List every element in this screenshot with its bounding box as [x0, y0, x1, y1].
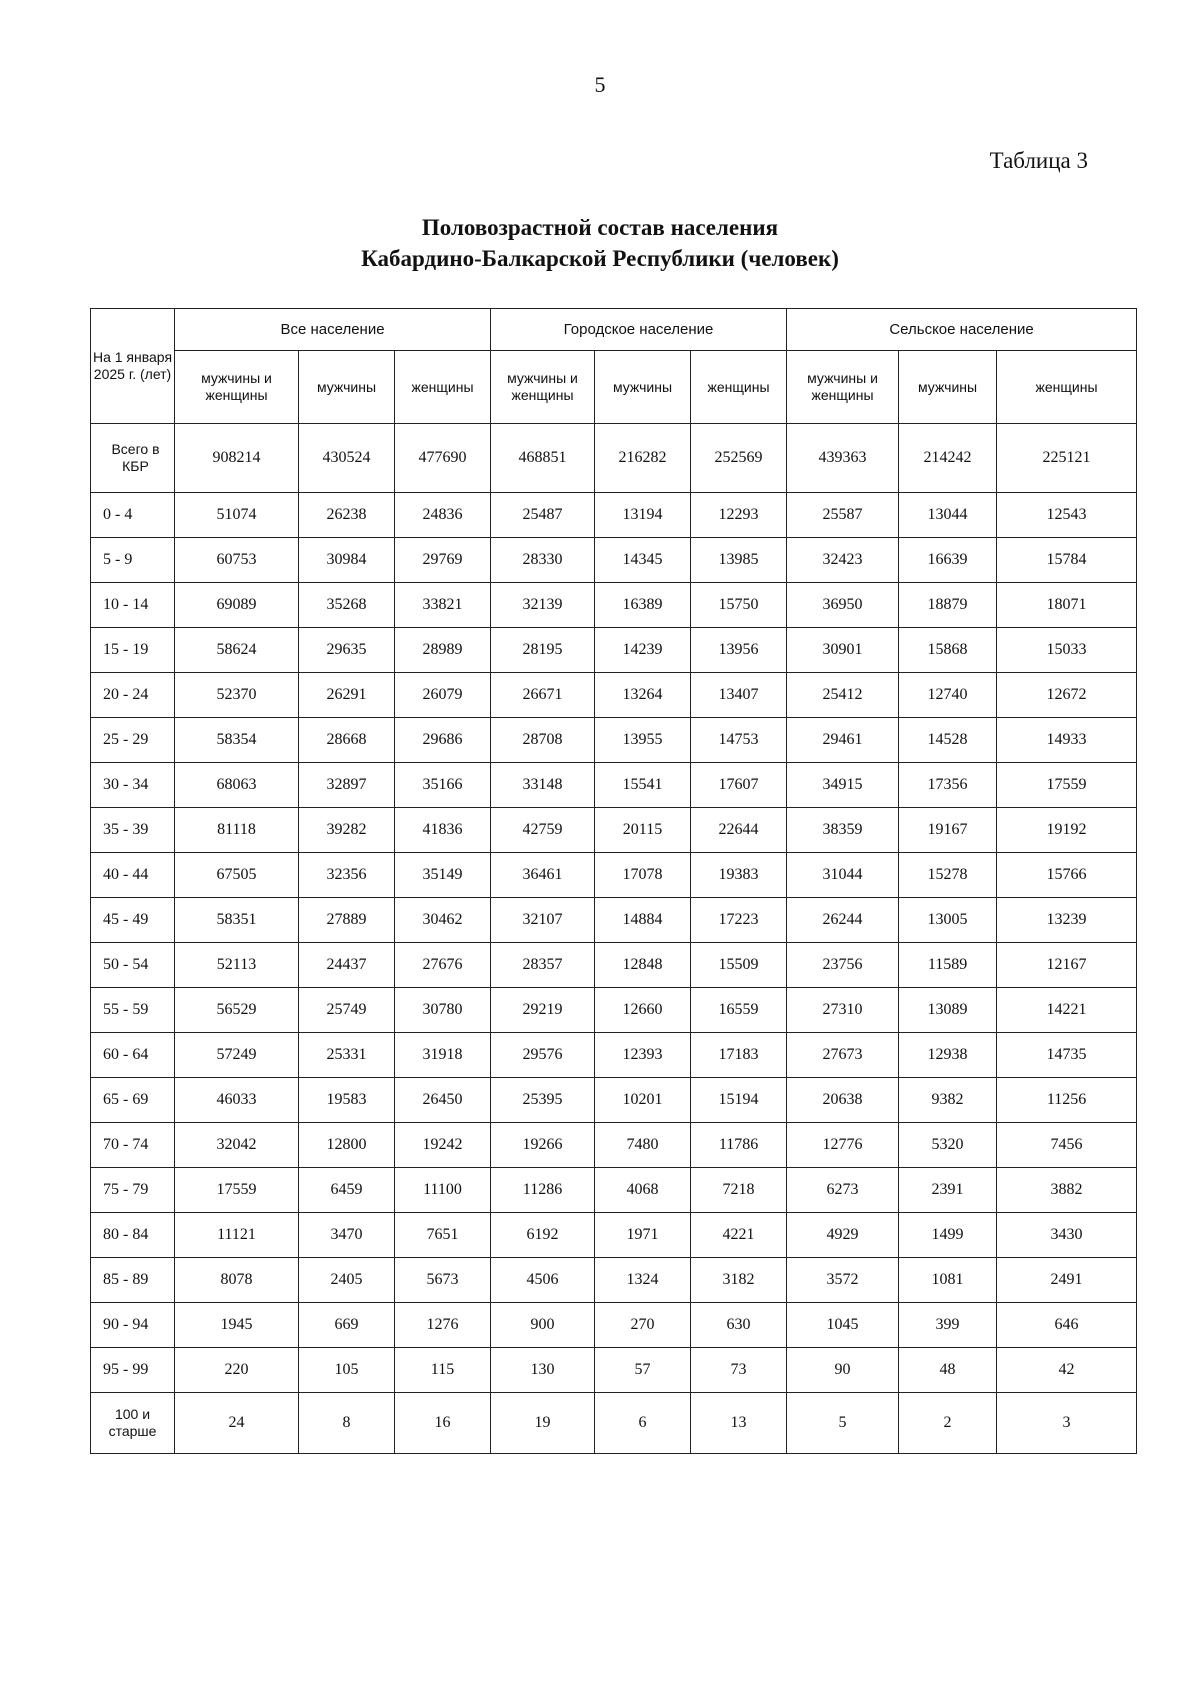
table-cell: 270 [595, 1303, 691, 1348]
table-cell: 11121 [175, 1213, 299, 1258]
table-cell: 13 [691, 1393, 787, 1454]
table-cell: 28330 [491, 538, 595, 583]
table-cell: 13044 [899, 493, 997, 538]
table-cell: 468851 [491, 424, 595, 493]
table-row [91, 718, 1137, 763]
table-cell: 3572 [787, 1258, 899, 1303]
table-cell: 26671 [491, 673, 595, 718]
table-row [91, 763, 1137, 808]
age-group-cell: 90 - 94 [91, 1303, 175, 1348]
table-cell: 16559 [691, 988, 787, 1033]
table-cell: 7480 [595, 1123, 691, 1168]
table-row [91, 898, 1137, 943]
table-cell: 900 [491, 1303, 595, 1348]
table-cell: 35166 [395, 763, 491, 808]
subheader-all-women: женщины [395, 351, 491, 424]
table-cell: 4068 [595, 1168, 691, 1213]
subheader-all-men: мужчины [299, 351, 395, 424]
table-cell: 646 [997, 1303, 1137, 1348]
table-cell: 6192 [491, 1213, 595, 1258]
table-cell: 36461 [491, 853, 595, 898]
table-cell: 11256 [997, 1078, 1137, 1123]
table-cell: 15541 [595, 763, 691, 808]
table-cell: 8 [299, 1393, 395, 1454]
table-cell: 19 [491, 1393, 595, 1454]
table-cell: 42759 [491, 808, 595, 853]
total-label: Всего в КБР [91, 424, 175, 493]
table-cell: 17356 [899, 763, 997, 808]
table-cell: 13194 [595, 493, 691, 538]
table-cell: 25587 [787, 493, 899, 538]
table-cell: 4929 [787, 1213, 899, 1258]
table-cell: 56529 [175, 988, 299, 1033]
subheader-urban-total: мужчины и женщины [491, 351, 595, 424]
table-cell: 5 [787, 1393, 899, 1454]
table-cell: 1276 [395, 1303, 491, 1348]
table-cell: 33821 [395, 583, 491, 628]
table-row [91, 1393, 1137, 1454]
table-row [91, 628, 1137, 673]
table-cell: 36950 [787, 583, 899, 628]
table-cell: 115 [395, 1348, 491, 1393]
table-cell: 14528 [899, 718, 997, 763]
table-cell: 19167 [899, 808, 997, 853]
table-row [91, 1348, 1137, 1393]
table-cell: 17183 [691, 1033, 787, 1078]
table-cell: 1324 [595, 1258, 691, 1303]
table-cell: 31044 [787, 853, 899, 898]
table-row [91, 1303, 1137, 1348]
group-header-urban: Городское население [491, 309, 787, 351]
table-cell: 12938 [899, 1033, 997, 1078]
table-cell: 90 [787, 1348, 899, 1393]
table-cell: 38359 [787, 808, 899, 853]
subheader-urban-women: женщины [691, 351, 787, 424]
table-cell: 12740 [899, 673, 997, 718]
table-cell: 214242 [899, 424, 997, 493]
table-cell: 46033 [175, 1078, 299, 1123]
table-cell: 14884 [595, 898, 691, 943]
table-cell: 32897 [299, 763, 395, 808]
table-row [91, 1123, 1137, 1168]
table-cell: 15278 [899, 853, 997, 898]
table-cell: 20115 [595, 808, 691, 853]
age-group-cell: 5 - 9 [91, 538, 175, 583]
table-cell: 1045 [787, 1303, 899, 1348]
table-cell: 26079 [395, 673, 491, 718]
table-cell: 48 [899, 1348, 997, 1393]
table-cell: 13005 [899, 898, 997, 943]
table-cell: 25749 [299, 988, 395, 1033]
table-cell: 12660 [595, 988, 691, 1033]
age-group-cell: 70 - 74 [91, 1123, 175, 1168]
subheader-urban-men: мужчины [595, 351, 691, 424]
table-cell: 252569 [691, 424, 787, 493]
table-cell: 24 [175, 1393, 299, 1454]
table-cell: 25331 [299, 1033, 395, 1078]
subheader-rural-men: мужчины [899, 351, 997, 424]
table-cell: 28668 [299, 718, 395, 763]
table-cell: 67505 [175, 853, 299, 898]
table-cell: 60753 [175, 538, 299, 583]
age-group-cell: 80 - 84 [91, 1213, 175, 1258]
table-cell: 2405 [299, 1258, 395, 1303]
table-cell: 35268 [299, 583, 395, 628]
table-cell: 7218 [691, 1168, 787, 1213]
table-cell: 14753 [691, 718, 787, 763]
table-cell: 30984 [299, 538, 395, 583]
table-cell: 30780 [395, 988, 491, 1033]
table-cell: 28357 [491, 943, 595, 988]
table-cell: 58351 [175, 898, 299, 943]
table-cell: 5320 [899, 1123, 997, 1168]
table-cell: 13239 [997, 898, 1137, 943]
table-cell: 12293 [691, 493, 787, 538]
table-cell: 32042 [175, 1123, 299, 1168]
table-cell: 42 [997, 1348, 1137, 1393]
table-cell: 16 [395, 1393, 491, 1454]
table-cell: 15766 [997, 853, 1137, 898]
age-group-cell: 60 - 64 [91, 1033, 175, 1078]
age-group-cell: 0 - 4 [91, 493, 175, 538]
table-cell: 15194 [691, 1078, 787, 1123]
table-cell: 12800 [299, 1123, 395, 1168]
table-cell: 29769 [395, 538, 491, 583]
table-cell: 6273 [787, 1168, 899, 1213]
title-line-2: Кабардино-Балкарской Республики (человек) [361, 246, 839, 271]
table-cell: 73 [691, 1348, 787, 1393]
age-group-cell: 75 - 79 [91, 1168, 175, 1213]
table-cell: 7456 [997, 1123, 1137, 1168]
table-row [91, 853, 1137, 898]
table-cell: 24437 [299, 943, 395, 988]
table-cell: 1971 [595, 1213, 691, 1258]
table-cell: 12393 [595, 1033, 691, 1078]
table-cell: 30462 [395, 898, 491, 943]
table-title [0, 212, 1200, 274]
table-cell: 27310 [787, 988, 899, 1033]
table-cell: 14221 [997, 988, 1137, 1033]
subheader-rural-women: женщины [997, 351, 1137, 424]
table-cell: 17078 [595, 853, 691, 898]
table-cell: 25395 [491, 1078, 595, 1123]
table-cell: 51074 [175, 493, 299, 538]
table-cell: 17223 [691, 898, 787, 943]
table-cell: 15868 [899, 628, 997, 673]
table-cell: 52113 [175, 943, 299, 988]
table-cell: 32423 [787, 538, 899, 583]
table-label: Таблица 3 [989, 148, 1088, 173]
table-cell: 27673 [787, 1033, 899, 1078]
total-row [91, 424, 1137, 493]
table-row [91, 1258, 1137, 1303]
table-cell: 27676 [395, 943, 491, 988]
table-cell: 13955 [595, 718, 691, 763]
table-cell: 19583 [299, 1078, 395, 1123]
table-cell: 17559 [175, 1168, 299, 1213]
table-cell: 19266 [491, 1123, 595, 1168]
table-cell: 439363 [787, 424, 899, 493]
age-group-cell: 20 - 24 [91, 673, 175, 718]
table-row [91, 1168, 1137, 1213]
table-cell: 12776 [787, 1123, 899, 1168]
table-row [91, 493, 1137, 538]
table-cell: 3882 [997, 1168, 1137, 1213]
table-cell: 16389 [595, 583, 691, 628]
table-cell: 25487 [491, 493, 595, 538]
age-group-cell: 10 - 14 [91, 583, 175, 628]
table-cell: 17607 [691, 763, 787, 808]
table-cell: 24836 [395, 493, 491, 538]
table-cell: 14345 [595, 538, 691, 583]
table-cell: 18879 [899, 583, 997, 628]
table-cell: 69089 [175, 583, 299, 628]
table-row [91, 1033, 1137, 1078]
table-cell: 13089 [899, 988, 997, 1033]
subheader-all-total: мужчины и женщины [175, 351, 299, 424]
table-cell: 52370 [175, 673, 299, 718]
table-cell: 14735 [997, 1033, 1137, 1078]
table-cell: 26238 [299, 493, 395, 538]
subheader-rural-total: мужчины и женщины [787, 351, 899, 424]
table-cell: 29461 [787, 718, 899, 763]
table-cell: 12167 [997, 943, 1137, 988]
table-cell: 11286 [491, 1168, 595, 1213]
table-cell: 41836 [395, 808, 491, 853]
table-cell: 28195 [491, 628, 595, 673]
age-group-cell: 100 и старше [91, 1393, 175, 1454]
table-cell: 130 [491, 1348, 595, 1393]
table-cell: 22644 [691, 808, 787, 853]
table-cell: 29686 [395, 718, 491, 763]
table-row [91, 943, 1137, 988]
table-cell: 6 [595, 1393, 691, 1454]
table-cell: 35149 [395, 853, 491, 898]
table-cell: 2391 [899, 1168, 997, 1213]
age-group-cell: 55 - 59 [91, 988, 175, 1033]
table-cell: 29576 [491, 1033, 595, 1078]
age-group-cell: 85 - 89 [91, 1258, 175, 1303]
table-cell: 15784 [997, 538, 1137, 583]
table-cell: 225121 [997, 424, 1137, 493]
table-cell: 15509 [691, 943, 787, 988]
table-cell: 12672 [997, 673, 1137, 718]
table-cell: 13985 [691, 538, 787, 583]
table-cell: 8078 [175, 1258, 299, 1303]
table-cell: 26450 [395, 1078, 491, 1123]
table-cell: 28708 [491, 718, 595, 763]
group-header-all: Все население [175, 309, 491, 351]
table-cell: 58624 [175, 628, 299, 673]
age-group-cell: 25 - 29 [91, 718, 175, 763]
table-cell: 34915 [787, 763, 899, 808]
table-row [91, 988, 1137, 1033]
table-cell: 13264 [595, 673, 691, 718]
table-cell: 11100 [395, 1168, 491, 1213]
table-cell: 19383 [691, 853, 787, 898]
table-cell: 4221 [691, 1213, 787, 1258]
age-group-cell: 35 - 39 [91, 808, 175, 853]
table-cell: 399 [899, 1303, 997, 1348]
title-line-1: Половозрастной состав населения [421, 215, 779, 240]
table-cell: 105 [299, 1348, 395, 1393]
table-cell: 25412 [787, 673, 899, 718]
table-cell: 11589 [899, 943, 997, 988]
table-cell: 1499 [899, 1213, 997, 1258]
table-row [91, 538, 1137, 583]
table-cell: 32356 [299, 853, 395, 898]
table-cell: 12848 [595, 943, 691, 988]
age-group-cell: 65 - 69 [91, 1078, 175, 1123]
table-cell: 6459 [299, 1168, 395, 1213]
table-cell: 9382 [899, 1078, 997, 1123]
table-cell: 23756 [787, 943, 899, 988]
table-cell: 220 [175, 1348, 299, 1393]
table-cell: 14933 [997, 718, 1137, 763]
table-row [91, 583, 1137, 628]
table-cell: 32139 [491, 583, 595, 628]
table-cell: 11786 [691, 1123, 787, 1168]
table-row [91, 1078, 1137, 1123]
table-cell: 10201 [595, 1078, 691, 1123]
age-group-cell: 95 - 99 [91, 1348, 175, 1393]
table-cell: 26244 [787, 898, 899, 943]
table-cell: 81118 [175, 808, 299, 853]
table-cell: 39282 [299, 808, 395, 853]
table-cell: 477690 [395, 424, 491, 493]
table-cell: 18071 [997, 583, 1137, 628]
table-cell: 908214 [175, 424, 299, 493]
table-cell: 58354 [175, 718, 299, 763]
table-cell: 19192 [997, 808, 1137, 853]
table-cell: 3182 [691, 1258, 787, 1303]
table-cell: 14239 [595, 628, 691, 673]
table-cell: 19242 [395, 1123, 491, 1168]
table-cell: 33148 [491, 763, 595, 808]
table-cell: 16639 [899, 538, 997, 583]
page-number: 5 [594, 72, 606, 97]
table-cell: 20638 [787, 1078, 899, 1123]
table-cell: 1081 [899, 1258, 997, 1303]
table-row [91, 1213, 1137, 1258]
population-table [90, 308, 1137, 1454]
table-row [91, 673, 1137, 718]
age-group-cell: 45 - 49 [91, 898, 175, 943]
age-group-cell: 30 - 34 [91, 763, 175, 808]
table-cell: 29219 [491, 988, 595, 1033]
group-header-rural: Сельское население [787, 309, 1137, 351]
table-cell: 2491 [997, 1258, 1137, 1303]
table-cell: 28989 [395, 628, 491, 673]
table-cell: 15750 [691, 583, 787, 628]
table-cell: 630 [691, 1303, 787, 1348]
table-cell: 13956 [691, 628, 787, 673]
table-cell: 216282 [595, 424, 691, 493]
table-cell: 669 [299, 1303, 395, 1348]
table-cell: 32107 [491, 898, 595, 943]
table-cell: 4506 [491, 1258, 595, 1303]
table-cell: 57249 [175, 1033, 299, 1078]
table-cell: 1945 [175, 1303, 299, 1348]
table-cell: 3430 [997, 1213, 1137, 1258]
table-cell: 57 [595, 1348, 691, 1393]
table-cell: 430524 [299, 424, 395, 493]
corner-header: На 1 января 2025 г. (лет) [91, 309, 175, 424]
table-cell: 30901 [787, 628, 899, 673]
table-row [91, 808, 1137, 853]
table-cell: 29635 [299, 628, 395, 673]
table-cell: 27889 [299, 898, 395, 943]
table-cell: 3 [997, 1393, 1137, 1454]
table-cell: 2 [899, 1393, 997, 1454]
table-cell: 12543 [997, 493, 1137, 538]
table-cell: 5673 [395, 1258, 491, 1303]
age-group-cell: 15 - 19 [91, 628, 175, 673]
table-cell: 31918 [395, 1033, 491, 1078]
table-cell: 7651 [395, 1213, 491, 1258]
table-cell: 13407 [691, 673, 787, 718]
table-cell: 15033 [997, 628, 1137, 673]
table-cell: 26291 [299, 673, 395, 718]
table-cell: 68063 [175, 763, 299, 808]
table-cell: 3470 [299, 1213, 395, 1258]
age-group-cell: 40 - 44 [91, 853, 175, 898]
age-group-cell: 50 - 54 [91, 943, 175, 988]
table-cell: 17559 [997, 763, 1137, 808]
